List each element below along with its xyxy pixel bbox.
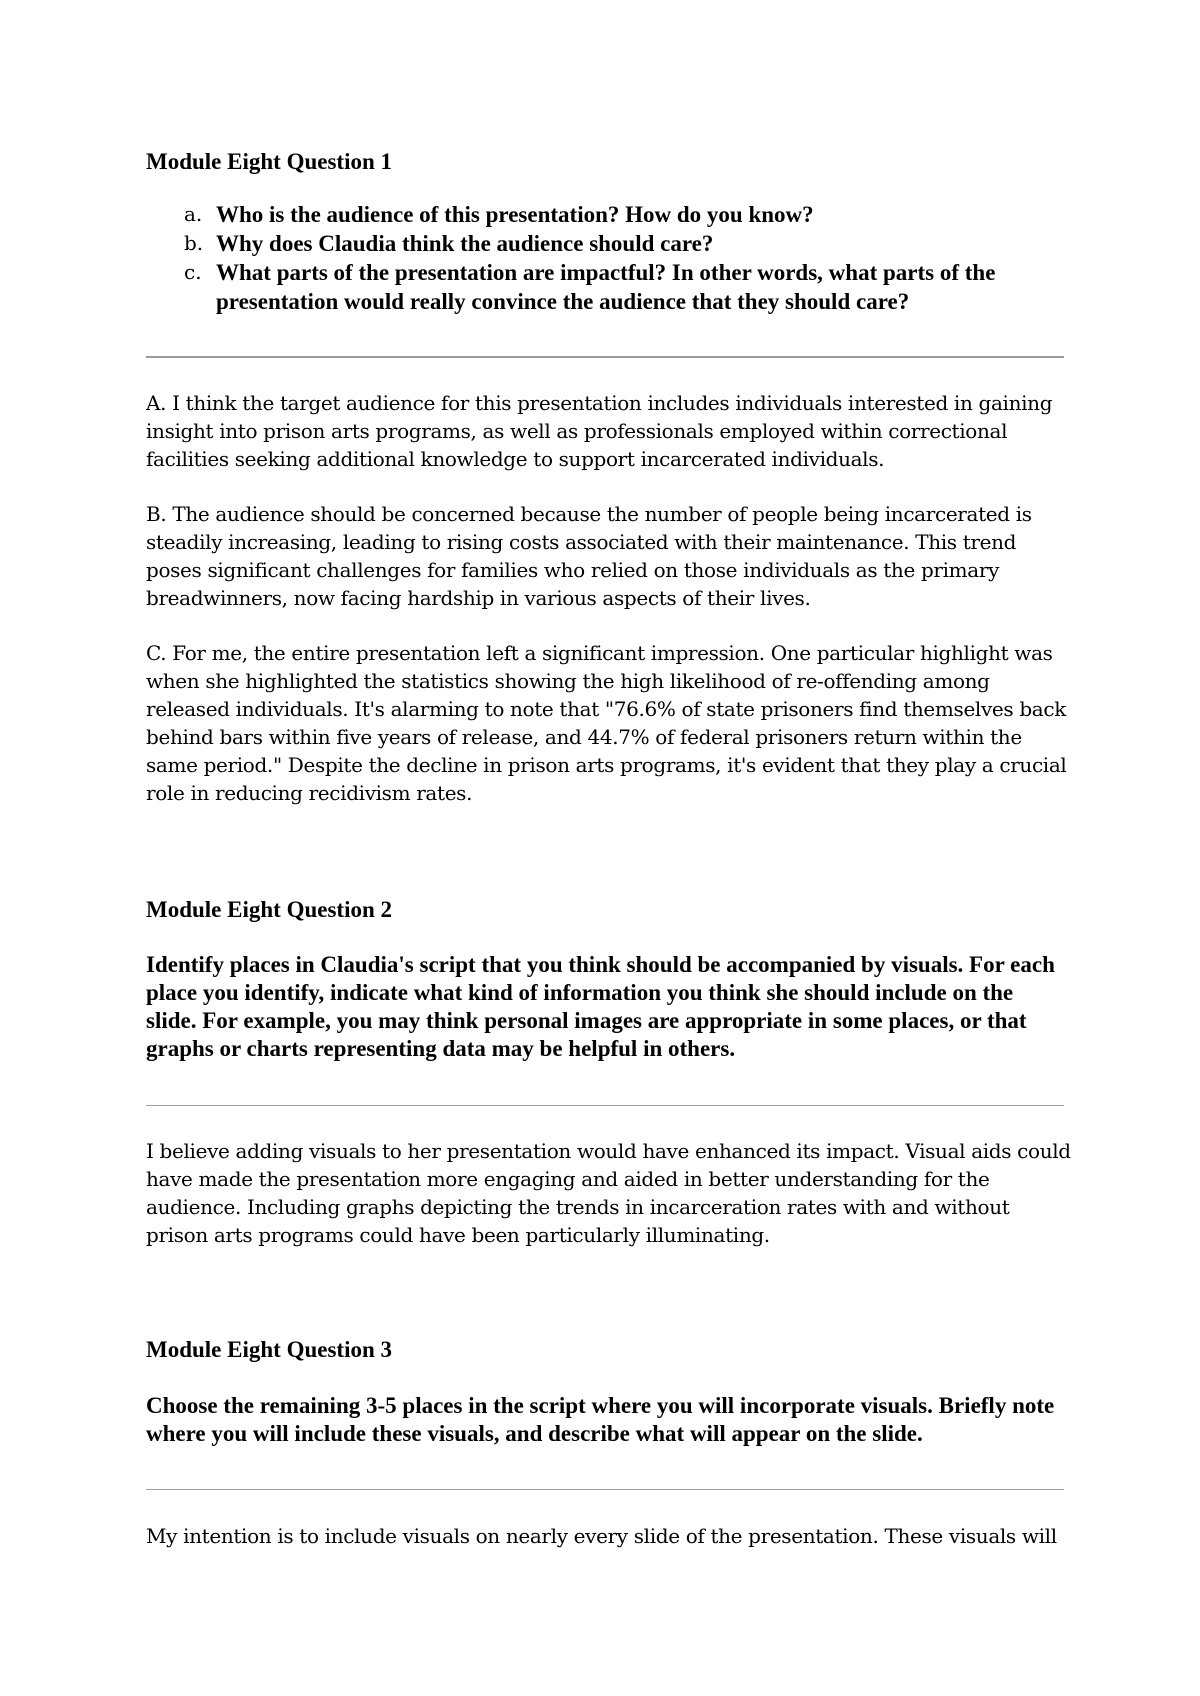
horizontal-rule xyxy=(146,1105,1064,1106)
q1-answer-b: B. The audience should be concerned because the number of people being incarcerated is steadily increasing, leading to rising costs associated with their maintenance. This trend poses significant challenges for families who relied on those individuals as the primary breadwinners, now facing hardship in various aspects of their lives. xyxy=(146,502,1032,610)
list-marker: b. xyxy=(184,231,204,255)
q1-question-list xyxy=(146,200,1066,316)
q1-heading: Module Eight Question 1 xyxy=(146,149,393,174)
question-text: Why does Claudia think the audience should care? xyxy=(216,231,714,256)
q1-question-a xyxy=(146,200,1066,229)
list-marker: a. xyxy=(184,202,203,226)
horizontal-rule xyxy=(146,1489,1064,1490)
question-text: Who is the audience of this presentation? How do you know? xyxy=(216,202,814,227)
q3-answer: My intention is to include visuals on nearly every slide of the presentation. These visuals will xyxy=(146,1524,1057,1548)
q3-prompt: Choose the remaining 3-5 places in the script where you will incorporate visuals. Briefly note where you will include these visuals, and describe what will appear on the slide. xyxy=(146,1393,1055,1446)
q2-prompt: Identify places in Claudia's script that you think should be accompanied by visuals. For each place you identify, indicate what kind of information you think she should include on the slide. For example, you may think personal images are appropriate in some places, or that graphs or charts representing data may be helpful in others. xyxy=(146,952,1055,1061)
q1-question-c xyxy=(146,258,1066,316)
q1-answer-a: A. I think the target audience for this presentation includes individuals interested in gaining insight into prison arts programs, as well as professionals employed within correctional facilities seeking additional knowledge to support incarcerated individuals. xyxy=(146,391,1053,471)
list-marker: c. xyxy=(184,260,202,284)
question-text: What parts of the presentation are impactful? In other words, what parts of the presentation would really convince the audience that they should care? xyxy=(216,260,996,314)
q1-question-b xyxy=(146,229,1066,258)
q1-answer-c: C. For me, the entire presentation left a significant impression. One particular highlight was when she highlighted the statistics showing the high likelihood of re-offending among released individuals. It's alarming to note that "76.6% of state prisoners find themselves back behind bars within five years of release, and 44.7% of federal prisoners return within the same period." Despite the decline in prison arts programs, it's evident that they play a crucial role in reducing recidivism rates. xyxy=(146,641,1067,805)
horizontal-rule xyxy=(146,356,1064,358)
q2-heading: Module Eight Question 2 xyxy=(146,897,393,922)
q3-heading: Module Eight Question 3 xyxy=(146,1337,393,1362)
q2-answer: I believe adding visuals to her presentation would have enhanced its impact. Visual aids could have made the presentation more engaging and aided in better understanding for the audience. Including graphs depicting the trends in incarceration rates with and without prison arts programs could have been particularly illuminating. xyxy=(146,1139,1071,1247)
